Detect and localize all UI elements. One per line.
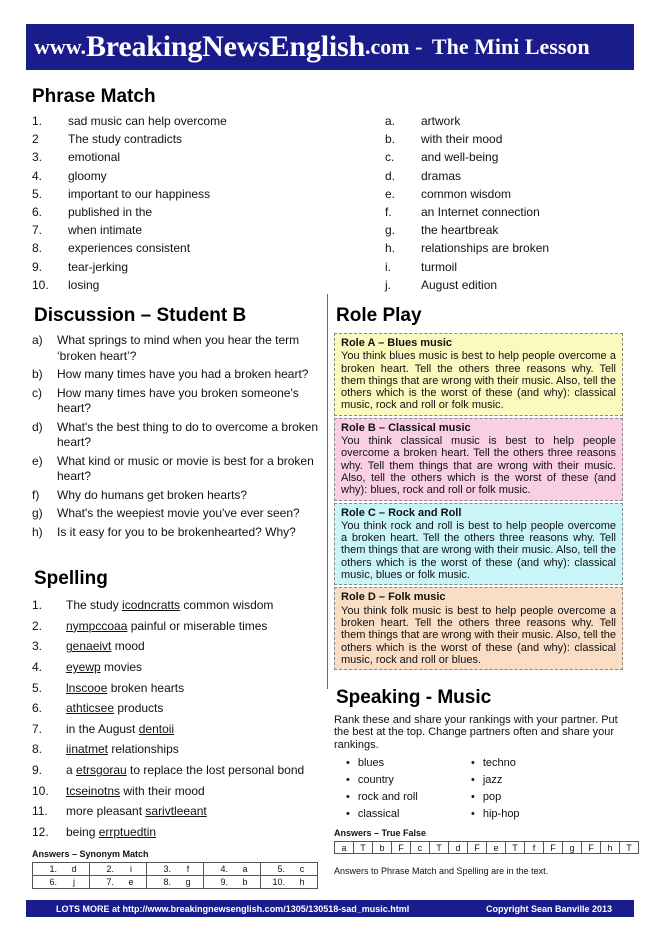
answer-letter: b: [230, 876, 261, 889]
answer-letter: i: [116, 863, 147, 876]
role-card: [334, 503, 623, 586]
answer-number: 3.: [147, 863, 174, 876]
answer-number: 7.: [90, 876, 117, 889]
item-text: losing: [68, 277, 100, 292]
item-number: 8.: [32, 241, 43, 256]
spelling-item: [32, 739, 327, 760]
question-text: How many times have you broken someone's heart?: [57, 385, 299, 415]
synonym-answers-table: [32, 862, 318, 889]
phrase-match-left-list: [32, 112, 352, 294]
item-number: 3.: [32, 150, 43, 165]
item-text: important to our happiness: [68, 186, 211, 201]
tf-cell: c: [411, 842, 430, 854]
item-text: and well-being: [421, 150, 499, 165]
item-text: gloomy: [68, 168, 107, 183]
ranking-item: • techno: [471, 757, 596, 774]
item-text: with their mood: [421, 132, 503, 147]
discussion-question: [32, 525, 324, 541]
synonym-answers: [32, 849, 318, 889]
column-divider: [327, 294, 328, 689]
sentence-before: The study: [66, 598, 123, 613]
item-number: h.: [385, 241, 396, 256]
site-banner: [26, 24, 634, 70]
answer-number: 5.: [261, 863, 288, 876]
spelling-title: Spelling: [34, 568, 108, 589]
item-number: c.: [385, 150, 395, 165]
phrase-match-item: [385, 276, 625, 294]
role-text: You think blues music is best to help people overcome a broken heart. Tell the others three reasons why. Tell them things that are wrong with their music. Also, tell the others which is the worst of these (and why): classical music, rock and roll or folk music.: [341, 350, 616, 412]
answer-letter: j: [59, 876, 90, 889]
role-card: [334, 418, 623, 501]
item-text: an Internet connection: [421, 205, 540, 220]
spelling-sentence: [66, 804, 207, 818]
sentence-after: to replace the lost personal bond: [126, 763, 305, 778]
question-letter: h): [32, 524, 43, 539]
discussion-question: [32, 454, 324, 485]
footer-link[interactable]: LOTS MORE at http://www.breakingnewsenglish.com/1305/130518-sad_music.html: [56, 903, 410, 914]
answer-letter: h: [287, 876, 318, 889]
footer-copyright: Copyright Sean Banville 2013: [485, 903, 612, 914]
tf-cell: F: [544, 842, 563, 854]
scrambled-word: tcseinotns: [66, 783, 121, 798]
item-text: The study contradicts: [68, 132, 183, 147]
phrase-match-item: [385, 203, 625, 221]
discussion-list: [32, 333, 324, 543]
role-text: You think classical music is best to help people overcome a broken heart. Tell the others three reasons why. Tell them things that are wrong with their music. Also, tell the others which is the worst of these (and why): blues, rock and roll or folk music.: [341, 435, 616, 497]
speaking-intro: Rank these and share your rankings with your partner. Put the best at the top. Change partners often and share your rankings.: [334, 714, 618, 751]
question-text: What's the weepiest movie you've ever seen?: [57, 506, 300, 520]
item-text: August edition: [421, 277, 498, 292]
tf-cell: h: [601, 842, 620, 854]
item-number: 1.: [32, 114, 43, 128]
item-text: dramas: [421, 168, 462, 183]
discussion-question: [32, 488, 324, 504]
phrase-match-item: [385, 112, 625, 130]
sentence-after: broken hearts: [107, 680, 185, 695]
phrase-match-item: [385, 130, 625, 148]
speaking-items: [334, 757, 596, 825]
scrambled-word: errptuedtin: [98, 824, 157, 839]
answer-number: 4.: [204, 863, 231, 876]
question-text: Why do humans get broken hearts?: [57, 487, 248, 502]
answer-row: [33, 863, 318, 876]
spelling-sentence: [66, 722, 174, 736]
sentence-after: common wisdom: [180, 598, 274, 613]
question-letter: d): [32, 419, 43, 434]
tf-cell: T: [620, 842, 639, 854]
item-number: a.: [385, 114, 396, 128]
item-number: i.: [385, 259, 391, 274]
scrambled-word: sarivtleeant: [145, 804, 207, 819]
spelling-item: [32, 719, 327, 740]
item-number: 4.: [32, 168, 43, 183]
question-text: What springs to mind when you hear the term ‘broken heart’?: [57, 333, 300, 363]
phrase-match-item: [385, 258, 625, 276]
item-number: b.: [385, 132, 396, 147]
tf-cell: F: [468, 842, 487, 854]
scrambled-word: icodncratts: [122, 598, 181, 613]
phrase-match-item: [385, 148, 625, 166]
item-text: tear-jerking: [68, 259, 129, 274]
item-text: published in the: [68, 205, 153, 220]
phrase-match-item: [32, 130, 352, 148]
synonym-answers-label: Answers – Synonym Match: [32, 849, 149, 859]
phrase-match-item: [32, 185, 352, 203]
phrase-match-title: Phrase Match: [32, 86, 156, 107]
role-card: [334, 333, 623, 416]
role-title: Role A – Blues music: [341, 337, 453, 349]
scrambled-word: athticsee: [66, 701, 115, 716]
spelling-item: [32, 636, 327, 657]
true-false-table: [334, 841, 639, 854]
item-number: 4.: [32, 660, 43, 675]
item-text: common wisdom: [421, 186, 512, 201]
item-number: 5.: [32, 680, 43, 695]
sentence-before: more pleasant: [66, 804, 146, 819]
scrambled-word: iinatmet: [66, 742, 109, 757]
item-number: j.: [385, 277, 391, 292]
question-text: What kind or music or movie is best for a broken heart?: [57, 453, 314, 483]
answer-number: 2.: [90, 863, 117, 876]
spelling-sentence: [66, 742, 179, 756]
discussion-question: [32, 506, 324, 522]
ranking-item: • pop: [471, 791, 596, 808]
tf-cell: b: [373, 842, 392, 854]
item-number: 3.: [32, 639, 43, 654]
item-number: 10.: [32, 783, 49, 798]
item-number: 11.: [32, 804, 48, 819]
scrambled-word: dentoii: [138, 721, 175, 736]
item-text: experiences consistent: [68, 241, 191, 256]
question-text: Is it easy for you to be brokenhearted? Why?: [57, 524, 296, 539]
question-letter: c): [32, 385, 42, 400]
tf-cell: a: [335, 842, 354, 854]
phrase-match-item: [385, 167, 625, 185]
phrase-match-item: [32, 167, 352, 185]
item-number: 10.: [32, 277, 49, 292]
role-title: Role C – Rock and Roll: [341, 506, 462, 519]
phrase-match-item: [32, 221, 352, 239]
item-number: 2.: [32, 618, 43, 633]
ranking-item: • jazz: [471, 774, 596, 791]
discussion-question: [32, 367, 324, 383]
sentence-after: movies: [100, 660, 143, 675]
phrase-match-item: [32, 148, 352, 166]
item-number: 6.: [32, 205, 43, 220]
spelling-item: [32, 657, 327, 678]
item-text: turmoil: [421, 259, 458, 274]
spelling-sentence: [66, 660, 142, 674]
true-false-label: Answers – True False: [334, 828, 427, 838]
phrase-match-item: [32, 258, 352, 276]
sentence-before: a: [66, 763, 77, 778]
answer-number: 6.: [33, 876, 60, 889]
role-title: Role B – Classical music: [341, 421, 471, 434]
answer-letter: e: [116, 876, 147, 889]
spelling-sentence: [66, 784, 205, 798]
item-number: 5.: [32, 186, 43, 201]
ranking-item: • rock and roll: [346, 791, 471, 808]
question-letter: a): [32, 333, 43, 347]
item-text: relationships are broken: [421, 241, 550, 256]
answer-letter: a: [230, 863, 261, 876]
role-text: You think rock and roll is best to help people overcome a broken heart. Tell the others three reasons why. Tell them things that are wrong with their music. Also, tell the others which is the worst of these (and why): classical music, blues or folk music.: [341, 519, 616, 582]
question-text: What's the best thing to do to overcome a broken heart?: [57, 419, 319, 449]
item-number: 9.: [32, 259, 43, 274]
sentence-after: painful or miserable times: [127, 618, 268, 633]
spelling-item: [32, 595, 327, 616]
tf-cell: T: [506, 842, 525, 854]
question-text: How many times have you had a broken heart?: [57, 367, 309, 381]
answer-number: 10.: [261, 876, 288, 889]
item-number: d.: [385, 168, 396, 183]
tf-cell: e: [487, 842, 506, 854]
question-letter: b): [32, 367, 43, 381]
phrase-match-item: [385, 185, 625, 203]
role-card: [334, 587, 623, 670]
spelling-list: [32, 595, 327, 842]
discussion-question: [32, 420, 324, 451]
question-letter: g): [32, 506, 43, 520]
sentence-after: mood: [111, 639, 145, 654]
item-number: 8.: [32, 742, 43, 757]
item-text: sad music can help overcome: [68, 114, 227, 128]
spelling-sentence: [66, 639, 145, 653]
item-number: 1.: [32, 598, 43, 613]
discussion-title: Discussion – Student B: [34, 305, 247, 326]
tf-cell: F: [582, 842, 601, 854]
spelling-sentence: [66, 763, 304, 777]
banner-separator: -: [409, 34, 428, 59]
ranking-item: • classical: [346, 808, 471, 825]
answers-note: Answers to Phrase Match and Spelling are in the text.: [334, 866, 549, 876]
phrase-match-item: [32, 276, 352, 294]
item-text: when intimate: [68, 223, 143, 238]
spelling-sentence: [66, 825, 156, 839]
speaking-section: [334, 714, 629, 825]
spelling-sentence: [66, 619, 267, 633]
phrase-match-item: [385, 221, 625, 239]
tf-cell: g: [563, 842, 582, 854]
spelling-sentence: [66, 681, 184, 695]
sentence-before: in the August: [66, 721, 139, 736]
banner-prefix: www.: [34, 34, 86, 59]
spelling-item: [32, 760, 327, 781]
role-title: Role D – Folk music: [341, 591, 446, 604]
item-number: 7.: [32, 721, 43, 736]
tf-cell: T: [354, 842, 373, 854]
item-number: 7.: [32, 223, 43, 238]
question-letter: e): [32, 453, 43, 468]
spelling-item: [32, 801, 327, 822]
true-false-answers: [334, 828, 639, 854]
answer-letter: f: [173, 863, 204, 876]
item-number: 9.: [32, 763, 43, 778]
speaking-title: Speaking - Music: [336, 687, 492, 708]
tf-cell: f: [525, 842, 544, 854]
answer-number: 9.: [204, 876, 231, 889]
sentence-after: products: [114, 701, 164, 716]
scrambled-word: nympccoaa: [66, 618, 128, 633]
role-text: You think folk music is best to help people overcome a broken heart. Tell the others three reasons why. Tell them things that are wrong with their music. Also, tell the others which is the worst of these (and why): classical music, rock and roll or blues.: [341, 604, 616, 666]
scrambled-word: eyewp: [66, 660, 101, 675]
ranking-item: • hip-hop: [471, 808, 596, 825]
banner-brand: BreakingNewsEnglish: [85, 30, 365, 63]
phrase-match-item: [385, 239, 625, 257]
banner-suffix: .com: [365, 34, 410, 59]
spelling-item: [32, 616, 327, 637]
item-number: f.: [385, 205, 392, 220]
scrambled-word: genaeivt: [66, 639, 112, 654]
ranking-item: • country: [346, 774, 471, 791]
item-number: e.: [385, 186, 396, 201]
tf-cell: d: [449, 842, 468, 854]
tf-cell: F: [392, 842, 411, 854]
discussion-question: [32, 386, 324, 417]
phrase-match-item: [32, 203, 352, 221]
scrambled-word: etrsgorau: [76, 763, 127, 778]
phrase-match-item: [32, 112, 352, 130]
item-number: 6.: [32, 701, 43, 716]
sentence-after: relationships: [108, 742, 179, 757]
phrase-match-right-list: [385, 112, 625, 294]
sentence-after: with their mood: [120, 783, 205, 798]
item-number: g.: [385, 223, 396, 238]
answer-letter: d: [59, 863, 90, 876]
question-letter: f): [32, 487, 40, 502]
banner-lesson: The Mini Lesson: [431, 34, 590, 59]
role-play-cards: [334, 333, 623, 670]
ranking-item: • blues: [346, 757, 471, 774]
item-number: 2: [32, 132, 39, 147]
scrambled-word: lnscooe: [66, 680, 108, 695]
spelling-sentence: [66, 701, 163, 715]
discussion-question: [32, 333, 324, 364]
answer-letter: c: [287, 863, 318, 876]
item-text: emotional: [68, 150, 121, 165]
answer-row: [33, 876, 318, 889]
answer-number: 1.: [33, 863, 60, 876]
spelling-item: [32, 822, 327, 843]
role-play-title: Role Play: [336, 305, 422, 326]
phrase-match-item: [32, 239, 352, 257]
spelling-item: [32, 677, 327, 698]
tf-cell: T: [430, 842, 449, 854]
item-text: the heartbreak: [421, 223, 499, 238]
spelling-item: [32, 698, 327, 719]
item-text: artwork: [421, 114, 461, 128]
spelling-sentence: [66, 598, 273, 612]
answer-letter: g: [173, 876, 204, 889]
sentence-before: being: [66, 824, 99, 839]
spelling-item: [32, 780, 327, 801]
item-number: 12.: [32, 824, 49, 839]
footer-bar: [26, 900, 634, 917]
answer-number: 8.: [147, 876, 174, 889]
